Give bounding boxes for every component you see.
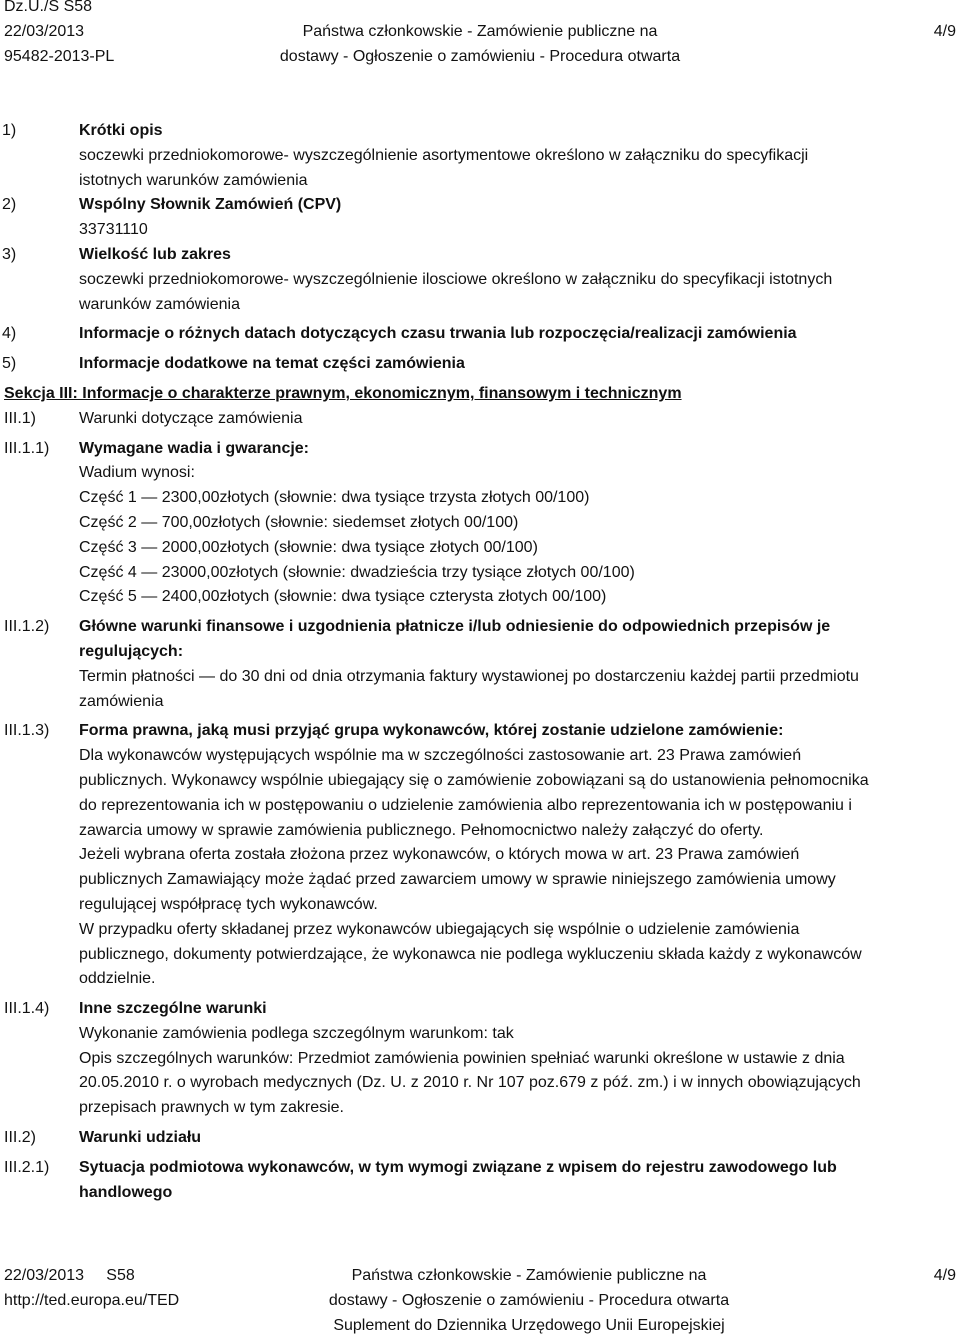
deposit-part-1: Część 1 — 2300,00złotych (słownie: dwa tysiące trzysta złotych 00/100) bbox=[79, 489, 590, 507]
section-text: Wykonanie zamówienia podlega szczególnym warunkom: tak bbox=[79, 1024, 514, 1042]
item-text: soczewki przedniokomorowe- wyszczególnienie asortymentowe określono w załączniku do specyfikacji bbox=[79, 146, 809, 164]
section-title: Wymagane wadia i gwarancje: bbox=[79, 439, 310, 457]
deposit-part-4: Część 4 — 23000,00złotych (słownie: dwadzieścia trzy tysiące złotych 00/100) bbox=[79, 563, 635, 581]
section-text: Termin płatności — do 30 dni od dnia otrzymania faktury wystawionej po dostarczeniu każdej partii przedmiotu bbox=[79, 667, 859, 685]
item-dates bbox=[0, 322, 960, 347]
item-text: soczewki przedniokomorowe- wyszczególnienie ilosciowe określono w załączniku do specyfikacji istotnych bbox=[79, 270, 833, 288]
footer-page-number: 4/9 bbox=[933, 1267, 956, 1284]
section-number: III.1.2) bbox=[4, 618, 50, 636]
item-text: warunków zamówienia bbox=[79, 295, 240, 313]
section-text: publicznych Zamawiający może żądać przed zawarciem umowy w sprawie niniejszego zamówienia umowy bbox=[79, 871, 836, 889]
section-text: zamówienia bbox=[79, 692, 164, 710]
item-quantity bbox=[0, 243, 960, 317]
page-footer bbox=[0, 1264, 960, 1334]
section-text: Opis szczególnych warunków: Przedmiot zamówienia powinien spełniać warunki określone w ustawie z dnia bbox=[79, 1049, 845, 1067]
section-title: Inne szczególne warunki bbox=[79, 1000, 267, 1018]
section-3-1-1 bbox=[0, 437, 960, 611]
item-number: 3) bbox=[2, 245, 17, 263]
section-number: III.2) bbox=[4, 1129, 37, 1147]
footer-date: 22/03/2013 S58 bbox=[4, 1267, 135, 1284]
section-number: III.1) bbox=[4, 409, 37, 427]
section-3-2-1 bbox=[0, 1156, 960, 1206]
section-3-1 bbox=[0, 407, 960, 432]
header-title-2: dostawy - Ogłoszenie o zamówieniu - Procedura otwarta bbox=[279, 47, 681, 65]
section-text: Dla wykonawców występujących wspólnie ma w szczególności zastosowanie art. 23 Prawa zamówień bbox=[79, 747, 802, 765]
footer-url[interactable]: http://ted.europa.eu/TED bbox=[4, 1291, 180, 1309]
section-title: handlowego bbox=[79, 1183, 173, 1201]
item-text: istotnych warunków zamówienia bbox=[79, 171, 308, 189]
item-number: 4) bbox=[2, 325, 17, 343]
journal-ref: Dz.U./S S58 bbox=[4, 0, 93, 15]
footer-title-1: Państwa członkowskie - Zamówienie publiczne na bbox=[351, 1267, 707, 1284]
section-3-1-4 bbox=[0, 997, 960, 1121]
header-date: 22/03/2013 bbox=[4, 22, 85, 40]
notice-number: 95482-2013-PL bbox=[4, 47, 115, 65]
item-number: 5) bbox=[2, 355, 17, 373]
item-short-description bbox=[0, 119, 960, 193]
item-number: 2) bbox=[2, 196, 17, 214]
header-page-number: 4/9 bbox=[933, 22, 956, 40]
item-title: Informacje o różnych datach dotyczących czasu trwania lub rozpoczęcia/realizacji zamówienia bbox=[79, 325, 797, 343]
footer-title-2: dostawy - Ogłoszenie o zamówieniu - Procedura otwarta bbox=[328, 1291, 730, 1309]
section-3-2 bbox=[0, 1126, 960, 1151]
section-text: publicznych. Wykonawcy wspólnie ubiegający się o zamówienie zobowiązani są do ustanowienia pełnomocnika bbox=[79, 771, 869, 789]
section-text: publicznego, dokumenty potwierdzające, że wykonawca nie podlega wykluczeniu składa każdy z wykonawców bbox=[79, 945, 862, 963]
header-title-1: Państwa członkowskie - Zamówienie publiczne na bbox=[302, 22, 658, 40]
item-title: Wspólny Słownik Zamówień (CPV) bbox=[79, 196, 342, 214]
section-3-1-3 bbox=[0, 719, 960, 992]
section-text: Jeżeli wybrana oferta została złożona przez wykonawców, o których mowa w art. 23 Prawa zamówień bbox=[79, 846, 800, 864]
section-title: Główne warunki finansowe i uzgodnienia płatnicze i/lub odniesienie do odpowiednich przepisów je bbox=[79, 618, 831, 636]
section-number: III.1.4) bbox=[4, 1000, 50, 1018]
footer-supplement: Suplement do Dziennika Urzędowego Unii Europejskiej bbox=[333, 1316, 725, 1334]
cpv-code: 33731110 bbox=[79, 221, 148, 239]
deposit-part-3: Część 3 — 2000,00złotych (słownie: dwa tysiące złotych 00/100) bbox=[79, 538, 538, 556]
section-text: przepisach prawnych w tym zakresie. bbox=[79, 1099, 344, 1117]
page-header bbox=[0, 0, 960, 75]
header-center bbox=[0, 0, 960, 69]
section-text: do reprezentowania ich w postępowaniu o udzielenie zamówienia albo reprezentowania ich w postępowaniu i bbox=[79, 796, 852, 814]
footer-center bbox=[0, 1264, 960, 1338]
item-title: Krótki opis bbox=[79, 122, 163, 139]
section-3-1-2 bbox=[0, 615, 960, 714]
section-3-title: Sekcja III: Informacje o charakterze prawnym, ekonomicznym, finansowym i technicznym bbox=[4, 384, 682, 402]
section-title: Sytuacja podmiotowa wykonawców, w tym wymogi związane z wpisem do rejestru zawodowego lub bbox=[79, 1158, 837, 1176]
section-number: III.1.1) bbox=[4, 439, 50, 457]
item-title: Wielkość lub zakres bbox=[79, 245, 231, 263]
deposit-part-2: Część 2 — 700,00złotych (słownie: siedemset złotych 00/100) bbox=[79, 513, 519, 531]
item-cpv bbox=[0, 193, 960, 243]
section-title: Warunki udziału bbox=[79, 1129, 202, 1147]
item-number: 1) bbox=[2, 122, 17, 139]
section-text: W przypadku oferty składanej przez wykonawców ubiegających się wspólnie o udzielenie zamówienia bbox=[79, 920, 800, 938]
section-title: Forma prawna, jaką musi przyjąć grupa wykonawców, której zostanie udzielone zamówienie: bbox=[79, 722, 784, 740]
section-text: zawarcia umowy w sprawie zamówienia publicznego. Pełnomocnictwo należy załączyć do oferty. bbox=[79, 821, 764, 839]
deposit-part-5: Część 5 — 2400,00złotych (słownie: dwa tysiące czterysta złotych 00/100) bbox=[79, 588, 607, 606]
deposit-intro: Wadium wynosi: bbox=[79, 464, 195, 482]
item-title: Informacje dodatkowe na temat części zamówienia bbox=[79, 355, 465, 373]
item-additional-info bbox=[0, 352, 960, 377]
document-body bbox=[0, 119, 960, 1205]
section-text: 20.05.2010 r. o wyrobach medycznych (Dz. U. z 2010 r. Nr 107 poz.679 z póź. zm.) i w innych obowiązujących bbox=[79, 1074, 861, 1092]
section-title: Warunki dotyczące zamówienia bbox=[79, 409, 303, 427]
section-number: III.1.3) bbox=[4, 722, 50, 740]
section-text: regulującej współpracę tych wykonawców. bbox=[79, 895, 378, 913]
section-title: regulujących: bbox=[79, 642, 184, 660]
section-text: oddzielnie. bbox=[79, 970, 156, 988]
section-number: III.2.1) bbox=[4, 1158, 50, 1176]
